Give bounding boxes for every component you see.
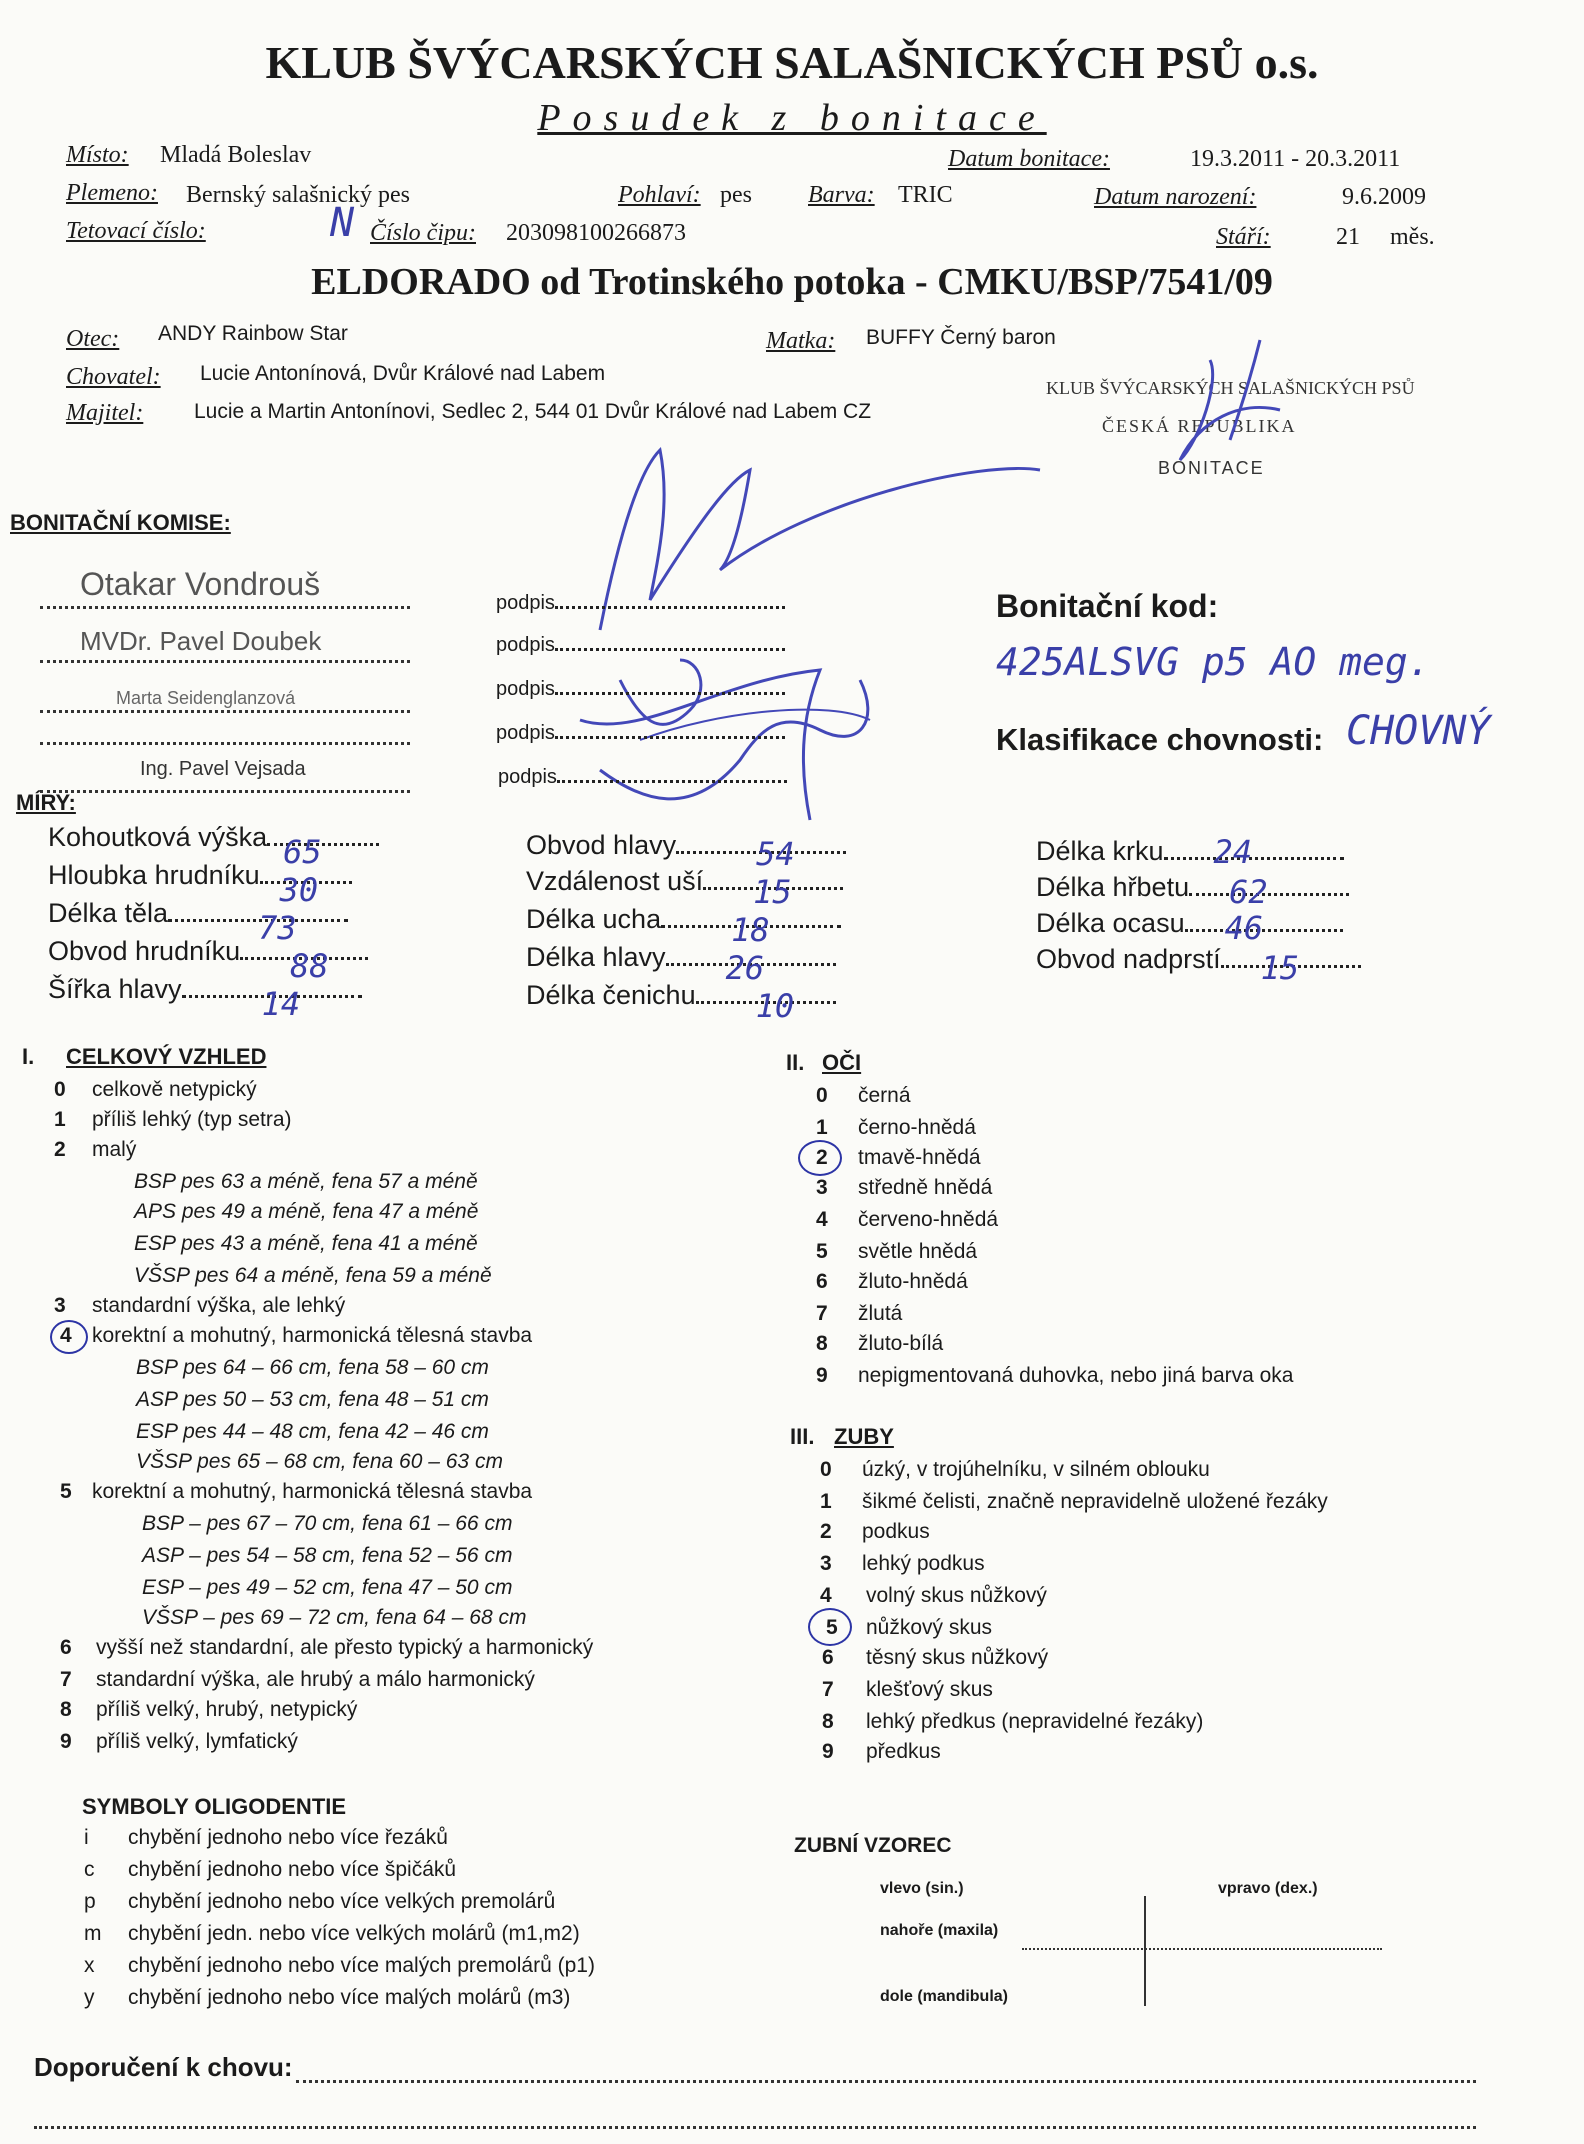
celkovy-sub: VŠSP – pes 69 – 72 cm, fena 64 – 68 cm (142, 1606, 527, 1629)
miry-col2-row2 (526, 866, 843, 911)
misto-label: Místo: (66, 142, 129, 168)
club-title: KLUB ŠVÝCARSKÝCH SALAŠNICKÝCH PSŮ o.s. (265, 37, 1319, 88)
datum-narozeni-value: 9.6.2009 (1342, 184, 1426, 210)
podpis-label-1: podpis (496, 592, 555, 614)
oligo-text: chybění jednoho nebo více malých premolárů (p1) (128, 1954, 595, 1977)
oci-num-3: 3 (816, 1176, 828, 1199)
celkovy-num-2: 2 (54, 1138, 66, 1161)
podpis-line-3 (555, 692, 785, 695)
miry-label: Délka hlavy (526, 942, 666, 972)
celkovy-num-7: 7 (60, 1668, 72, 1691)
miry-label: Délka krku (1036, 836, 1164, 866)
komise-member-5: Ing. Pavel Vejsada (140, 758, 306, 780)
miry-dots (703, 873, 843, 911)
oci-num-6: 6 (816, 1270, 828, 1293)
celkovy-item-8: příliš velký, hrubý, netypický (96, 1698, 358, 1721)
celkovy-num-1: 1 (54, 1108, 66, 1131)
zuby-num-4: 4 (820, 1584, 832, 1607)
oligo-sym: p (84, 1890, 96, 1913)
zuby-item-1: šikmé čelisti, značně nepravidelně uložené řezáky (862, 1490, 1328, 1513)
stamp-line3: BONITACE (1158, 458, 1265, 478)
chovatel-value: Lucie Antonínová, Dvůr Králové nad Labem (200, 362, 606, 385)
podpis-label-4: podpis (496, 722, 555, 744)
miry-label: Délka čenichu (526, 980, 696, 1010)
miry-value: 73 (258, 909, 297, 947)
komise-member-3: Marta Seidenglanzová (116, 688, 296, 708)
komise-member-1: Otakar Vondrouš (80, 566, 321, 602)
oligo-text: chybění jednoho nebo více velkých premolárů (128, 1890, 556, 1913)
oci-num-5: 5 (816, 1240, 828, 1263)
komise-heading: BONITAČNÍ KOMISE: (10, 510, 231, 535)
celkovy-num-8: 8 (60, 1698, 72, 1721)
tetovaci-mark: N (330, 200, 355, 246)
doporuceni-line-2 (34, 2126, 1476, 2129)
miry-label: Délka těla (48, 898, 169, 928)
miry-dots (240, 947, 368, 985)
miry-col2-row5 (526, 980, 836, 1025)
miry-value: 30 (279, 871, 319, 909)
selected-circle (798, 1140, 842, 1176)
podpis-2 (496, 634, 785, 657)
miry-value: 88 (290, 947, 329, 985)
zuby-item-5: nůžkový skus (866, 1616, 993, 1639)
celkovy-num-9: 9 (60, 1730, 72, 1753)
pohlavi-value: pes (720, 182, 752, 208)
miry-label: Délka hřbetu (1036, 872, 1190, 902)
miry-label: Hloubka hrudníku (48, 860, 260, 890)
oci-num-0: 0 (816, 1084, 828, 1107)
cip-label: Číslo čipu: (370, 220, 476, 246)
oci-item-1: černo-hnědá (858, 1116, 976, 1139)
dog-name: ELDORADO od Trotinského potoka - CMKU/BSP/7541/09 (311, 261, 1273, 303)
datum-bonitace-value: 19.3.2011 - 20.3.2011 (1190, 146, 1401, 172)
miry-col2-row4 (526, 942, 836, 987)
celkovy-item-5: korektní a mohutný, harmonická tělesná stavba (92, 1480, 533, 1503)
podpis-line-4 (555, 736, 785, 739)
miry-col3-row3 (1036, 908, 1343, 947)
zuby-num-8: 8 (822, 1710, 834, 1733)
klasifikace-value: CHOVNÝ (1346, 708, 1491, 754)
selected-circle (808, 1608, 852, 1646)
zuby-num-5: 5 (826, 1616, 838, 1639)
celkovy-num-6: 6 (60, 1636, 72, 1659)
podpis-4 (496, 722, 785, 745)
miry-dots (696, 987, 836, 1025)
podpis-line-5 (557, 780, 787, 783)
oci-item-3: středně hnědá (858, 1176, 993, 1199)
komise-row-5 (40, 752, 410, 793)
miry-col2-row3 (526, 904, 841, 949)
celkovy-item-2: malý (92, 1138, 137, 1161)
miry-heading: MÍRY: (16, 790, 76, 815)
oligodentie-heading: SYMBOLY OLIGODENTIE (82, 1794, 347, 1819)
miry-col2-row1 (526, 830, 846, 873)
miry-dots (666, 949, 836, 987)
miry-value: 26 (725, 949, 765, 987)
celkovy-num-5: 5 (60, 1480, 72, 1503)
komise-row-2 (40, 620, 410, 663)
miry-dots (182, 985, 362, 1023)
oci-item-9: nepigmentovaná duhovka, nebo jiná barva oka (858, 1364, 1294, 1387)
miry-label: Délka ocasu (1036, 908, 1185, 938)
zuby-num-6: 6 (822, 1646, 834, 1669)
oci-item-0: černá (858, 1084, 911, 1107)
miry-label: Obvod hlavy (526, 830, 677, 860)
zuby-heading: ZUBY (834, 1424, 894, 1449)
barva-label: Barva: (808, 182, 875, 208)
podpis-label-5: podpis (498, 766, 557, 788)
oligo-text: chybění jednoho nebo více špičáků (128, 1858, 457, 1881)
miry-value: 15 (1260, 949, 1300, 987)
oci-item-4: červeno-hnědá (858, 1208, 999, 1231)
oci-num-2: 2 (816, 1146, 828, 1169)
otec-value: ANDY Rainbow Star (158, 322, 348, 345)
celkovy-item-0: celkově netypický (92, 1078, 257, 1101)
vzorec-vpravo: vpravo (dex.) (1218, 1880, 1318, 1897)
celkovy-roman: I. (22, 1044, 35, 1069)
miry-col1-row5 (48, 974, 362, 1023)
miry-dots (1189, 873, 1349, 911)
oci-num-9: 9 (816, 1364, 828, 1387)
stamp-line2: ČESKÁ REPUBLIKA (1102, 416, 1297, 436)
komise-row-1 (40, 566, 410, 609)
oligo-text: chybění jedn. nebo více velkých molárů (m1,m2) (128, 1922, 580, 1945)
oligo-sym: x (84, 1954, 95, 1977)
oligo-sym: i (84, 1826, 89, 1849)
celkovy-item-3: standardní výška, ale lehký (92, 1294, 346, 1317)
podpis-label-2: podpis (496, 634, 555, 656)
selected-circle (50, 1320, 88, 1354)
cip-value: 203098100266873 (506, 220, 686, 246)
stari-unit: měs. (1390, 224, 1435, 250)
vzorec-vlevo: vlevo (sin.) (880, 1880, 964, 1897)
oligo-text: chybění jednoho nebo více řezáků (128, 1826, 448, 1849)
celkovy-item-9: příliš velký, lymfatický (96, 1730, 298, 1753)
stari-label: Stáří: (1216, 224, 1271, 250)
celkovy-sub: ESP pes 43 a méně, fena 41 a méně (134, 1232, 478, 1255)
celkovy-sub: ASP – pes 54 – 58 cm, fena 52 – 56 cm (142, 1544, 513, 1567)
miry-label: Obvod nadprstí (1036, 944, 1221, 974)
zuby-item-3: lehký podkus (862, 1552, 985, 1575)
miry-value: 54 (756, 835, 795, 873)
plemeno-label: Plemeno: (66, 180, 158, 206)
zuby-num-1: 1 (820, 1490, 832, 1513)
doporuceni-label: Doporučení k chovu: (34, 2052, 293, 2082)
pohlavi-label: Pohlaví: (618, 182, 701, 208)
miry-label: Obvod hrudníku (48, 936, 241, 966)
celkovy-num-0: 0 (54, 1078, 66, 1101)
zuby-item-7: klešťový skus (866, 1678, 993, 1701)
zuby-num-7: 7 (822, 1678, 834, 1701)
oci-num-7: 7 (816, 1302, 828, 1325)
zuby-roman: III. (790, 1424, 815, 1449)
celkovy-num-4: 4 (60, 1324, 72, 1347)
zuby-num-9: 9 (822, 1740, 834, 1763)
stari-value: 21 (1336, 224, 1360, 250)
celkovy-sub: BSP pes 64 – 66 cm, fena 58 – 60 cm (136, 1356, 489, 1379)
miry-col3-row2 (1036, 872, 1349, 911)
oci-item-6: žluto-hnědá (858, 1270, 968, 1293)
plemeno-value: Bernský salašnický pes (186, 182, 410, 208)
zuby-item-4: volný skus nůžkový (866, 1584, 1047, 1607)
datum-bonitace-label: Datum bonitace: (948, 146, 1110, 172)
vzorec-vertical-line (1144, 1896, 1146, 2006)
celkovy-heading: CELKOVÝ VZHLED (66, 1044, 267, 1069)
miry-dots (676, 835, 846, 873)
podpis-label-3: podpis (496, 678, 555, 700)
zuby-item-2: podkus (862, 1520, 930, 1543)
tetovaci-label: Tetovací číslo: (66, 218, 206, 244)
miry-value: 46 (1224, 909, 1264, 947)
zuby-num-2: 2 (820, 1520, 832, 1543)
oci-roman: II. (786, 1050, 805, 1075)
oci-num-8: 8 (816, 1332, 828, 1355)
celkovy-item-6: vyšší než standardní, ale přesto typický a harmonický (96, 1636, 594, 1659)
celkovy-sub: BSP – pes 67 – 70 cm, fena 61 – 66 cm (142, 1512, 513, 1535)
podpis-3 (496, 678, 785, 701)
miry-col1-row4 (48, 936, 368, 985)
zuby-item-0: úzký, v trojúhelníku, v silném oblouku (862, 1458, 1210, 1481)
miry-label: Kohoutková výška (48, 822, 268, 852)
celkovy-item-7: standardní výška, ale hrubý a málo harmonický (96, 1668, 535, 1691)
zuby-item-8: lehký předkus (nepravidelné řezáky) (866, 1710, 1204, 1733)
miry-col1-row3 (48, 898, 348, 947)
bonitacni-kod-label: Bonitační kod: (996, 588, 1219, 624)
barva-value: TRIC (898, 182, 953, 208)
celkovy-sub: ASP pes 50 – 53 cm, fena 48 – 51 cm (136, 1388, 489, 1411)
doporuceni-line-1 (296, 2080, 1476, 2083)
miry-value: 62 (1229, 873, 1268, 911)
miry-value: 18 (731, 911, 770, 949)
miry-label: Vzdálenost uší (526, 866, 704, 896)
miry-dots (260, 871, 352, 909)
matka-value: BUFFY Černý baron (866, 326, 1056, 349)
vzorec-nahore: nahoře (maxila) (880, 1922, 999, 1939)
zuby-item-9: předkus (866, 1740, 941, 1763)
miry-dots (168, 909, 348, 947)
miry-value: 14 (261, 985, 301, 1023)
komise-member-2: MVDr. Pavel Doubek (80, 626, 322, 656)
oligo-sym: m (84, 1922, 102, 1945)
oci-item-8: žluto-bílá (858, 1332, 944, 1355)
miry-dots (661, 911, 841, 949)
miry-dots (1164, 833, 1344, 871)
miry-value: 10 (755, 987, 795, 1025)
celkovy-item-1: příliš lehký (typ setra) (92, 1108, 292, 1131)
zuby-num-3: 3 (820, 1552, 832, 1575)
podpis-line-2 (555, 648, 785, 651)
otec-label: Otec: (66, 326, 120, 352)
komise-row-4 (40, 718, 410, 745)
matka-label: Matka: (766, 328, 836, 354)
zuby-item-6: těsný skus nůžkový (866, 1646, 1049, 1669)
oci-heading: OČI (822, 1050, 862, 1075)
miry-value: 65 (283, 833, 322, 871)
celkovy-sub: VŠSP pes 64 a méně, fena 59 a méně (134, 1264, 492, 1287)
celkovy-sub: ESP pes 44 – 48 cm, fena 42 – 46 cm (136, 1420, 489, 1443)
komise-row-3 (40, 670, 410, 713)
misto-value: Mladá Boleslav (160, 142, 312, 168)
vzorec-heading: ZUBNÍ VZOREC (794, 1834, 952, 1857)
miry-dots (1221, 949, 1361, 987)
oci-item-2: tmavě-hnědá (858, 1146, 981, 1169)
datum-narozeni-label: Datum narození: (1094, 184, 1257, 210)
celkovy-sub: BSP pes 63 a méně, fena 57 a méně (134, 1170, 478, 1193)
miry-label: Šířka hlavy (48, 974, 182, 1004)
oci-item-5: světle hnědá (858, 1240, 978, 1263)
miry-col1-row1 (48, 822, 379, 871)
document-subtitle: Posudek z bonitace (537, 97, 1047, 139)
oligo-sym: c (84, 1858, 95, 1881)
vzorec-dole: dole (mandibula) (880, 1988, 1008, 2005)
podpis-5 (498, 766, 787, 789)
miry-label: Délka ucha (526, 904, 662, 934)
podpis-line-1 (555, 606, 785, 609)
celkovy-num-3: 3 (54, 1294, 66, 1317)
majitel-value: Lucie a Martin Antonínovi, Sedlec 2, 544 01 Dvůr Králové nad Labem CZ (194, 400, 872, 423)
miry-col3-row1 (1036, 833, 1344, 871)
celkovy-sub: VŠSP pes 65 – 68 cm, fena 60 – 63 cm (136, 1450, 503, 1473)
majitel-label: Majitel: (66, 400, 144, 426)
klasifikace-label: Klasifikace chovnosti: (996, 722, 1324, 757)
miry-value: 15 (753, 873, 792, 911)
podpis-1 (496, 592, 785, 615)
celkovy-item-4: korektní a mohutný, harmonická tělesná stavba (92, 1324, 533, 1347)
oci-num-4: 4 (816, 1208, 828, 1231)
celkovy-sub: APS pes 49 a méně, fena 47 a méně (134, 1200, 479, 1223)
oligo-text: chybění jednoho nebo více malých molárů (m3) (128, 1986, 571, 2009)
oci-num-1: 1 (816, 1116, 828, 1139)
miry-col1-row2 (48, 860, 352, 909)
celkovy-sub: ESP – pes 49 – 52 cm, fena 47 – 50 cm (142, 1576, 513, 1599)
miry-dots (267, 833, 379, 871)
miry-col3-row4 (1036, 944, 1361, 987)
bonitacni-kod-value: 425ALSVG p5 AO meg. (996, 640, 1431, 684)
vzorec-horizontal-line (1022, 1948, 1382, 1950)
oligo-sym: y (84, 1986, 95, 2009)
miry-value: 24 (1213, 833, 1253, 871)
chovatel-label: Chovatel: (66, 364, 161, 390)
zuby-num-0: 0 (820, 1458, 832, 1481)
miry-dots (1185, 909, 1343, 947)
oci-item-7: žlutá (858, 1302, 903, 1325)
stamp-line1: KLUB ŠVÝCARSKÝCH SALAŠNICKÝCH PSŮ (1046, 378, 1415, 398)
